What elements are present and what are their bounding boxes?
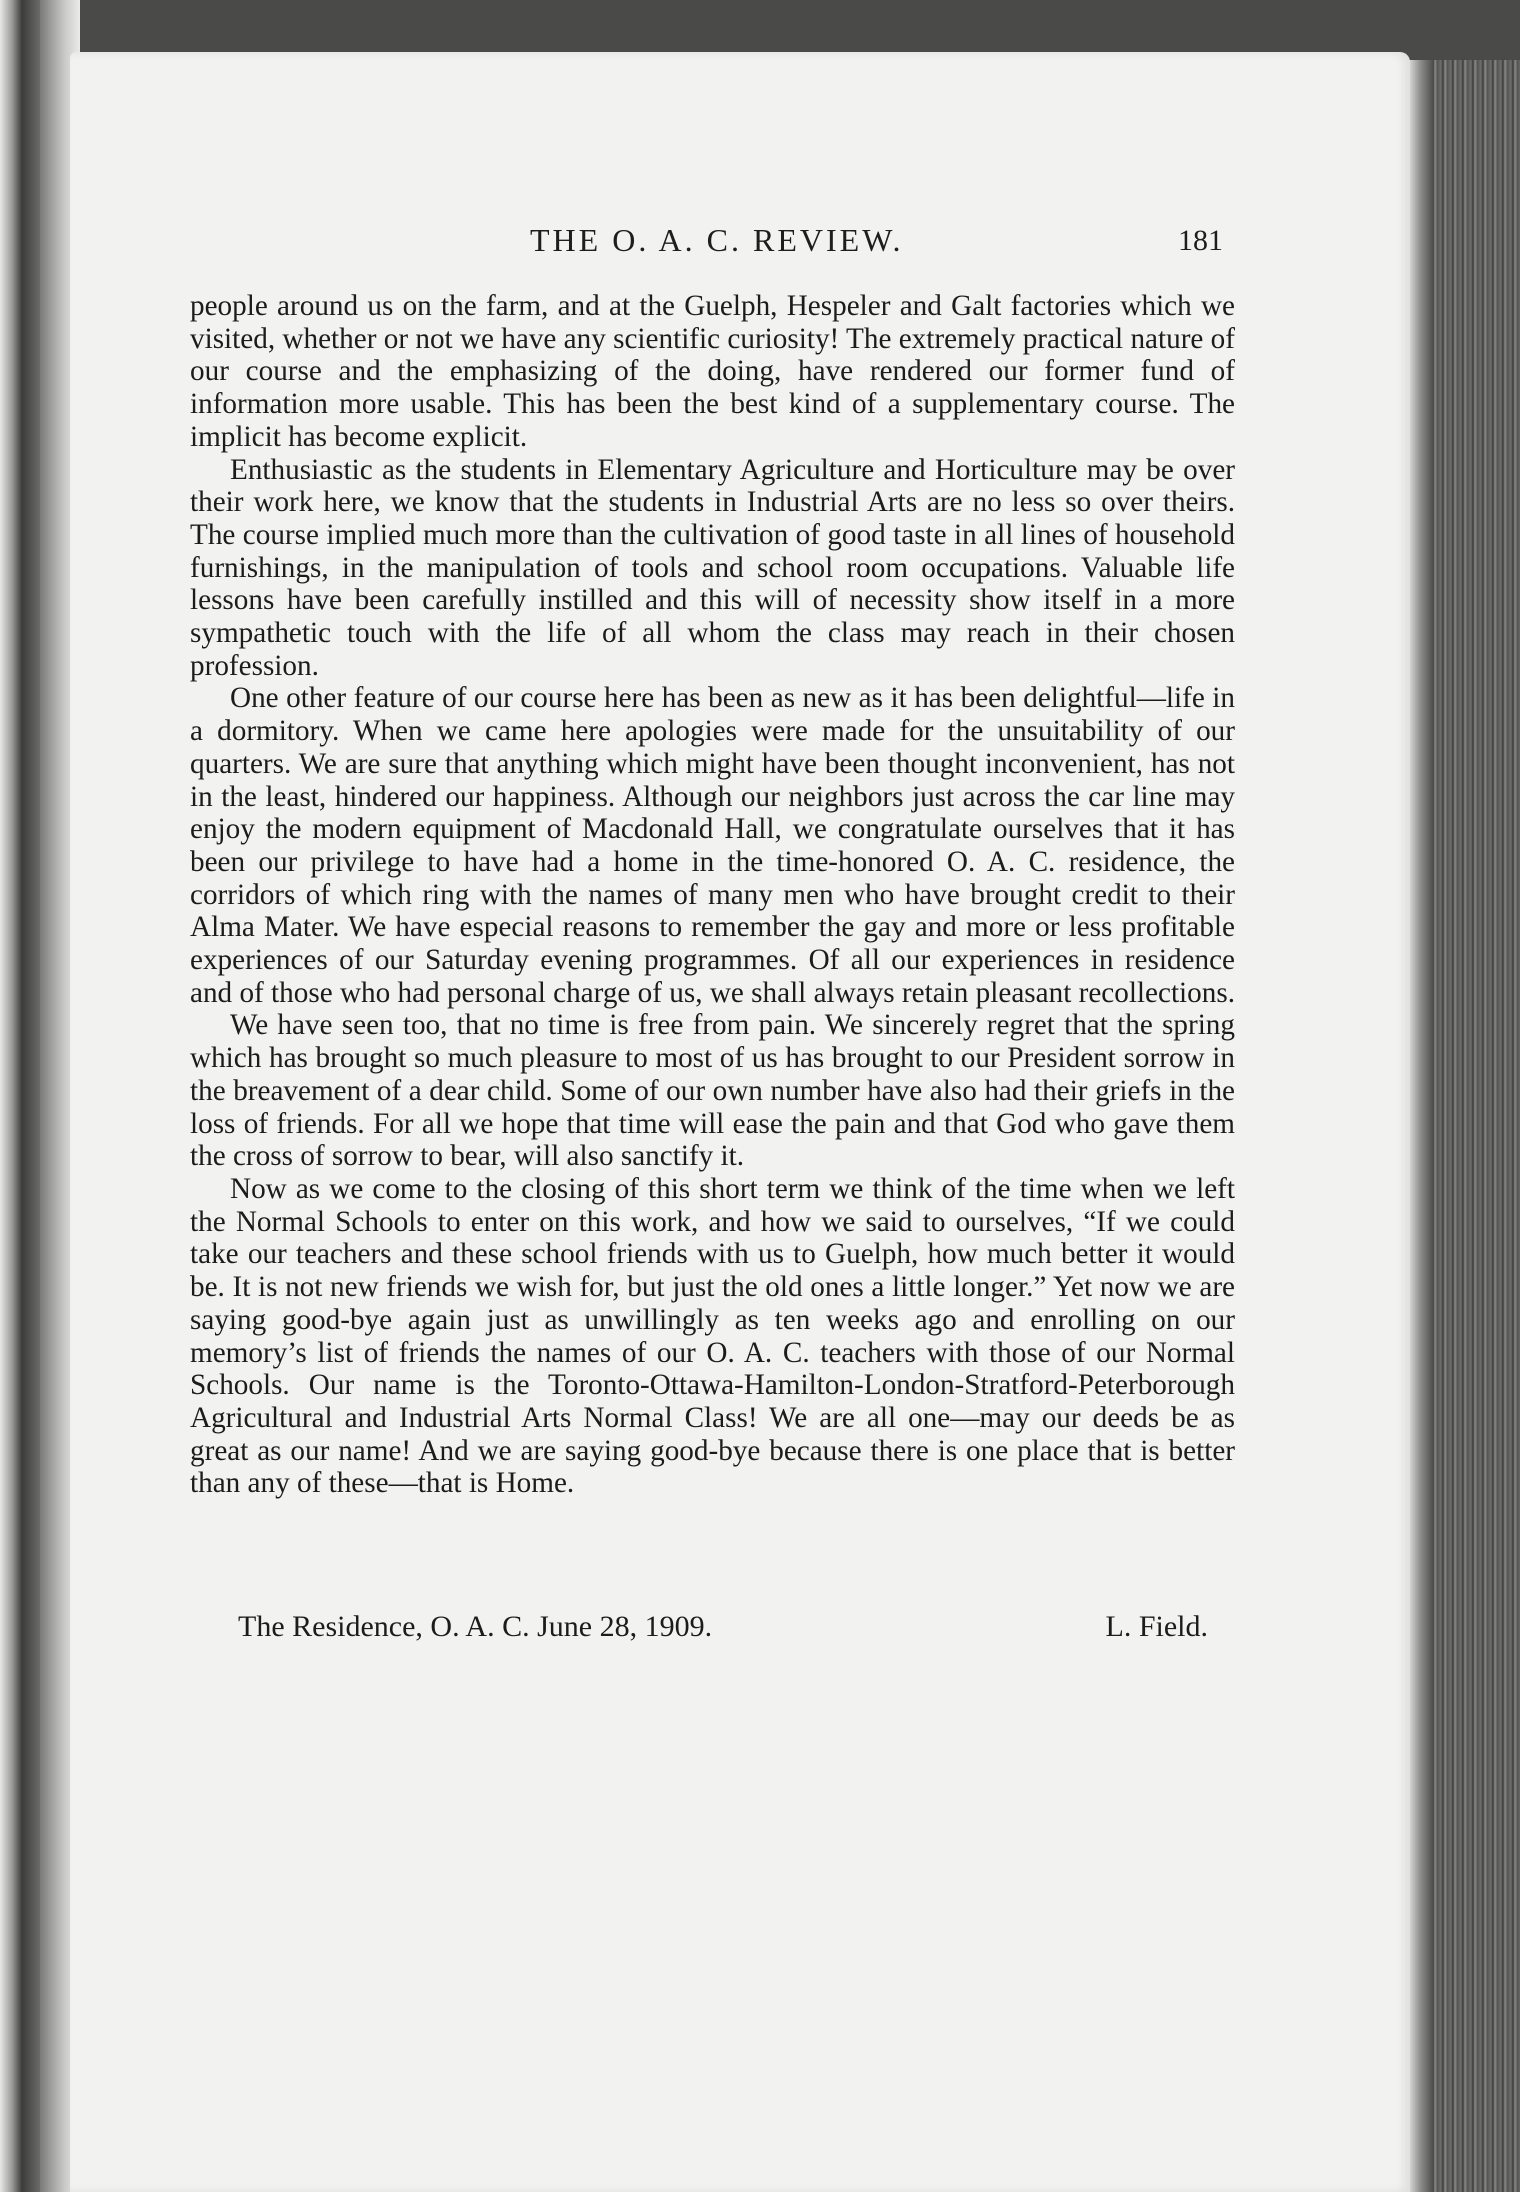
article-body (190, 290, 1235, 1500)
author-name: L. Field. (1105, 1610, 1208, 1643)
book-page (70, 52, 1410, 2192)
signoff (238, 1610, 1228, 1650)
paragraph: We have seen too, that no time is free from pain. We sincerely regret that the spring which has brought so much pleasure to most of us has brought to our President sorrow in the breavement of a dear child. Some of our own number have also had their griefs in the loss of friends. For all we hope that time will ease the pain and that God who gave them the cross of sorrow to bear, will also sanctify it. (190, 1009, 1235, 1173)
journal-title: THE O. A. C. REVIEW. (530, 222, 904, 258)
scan-left-border (0, 0, 40, 2192)
paragraph: people around us on the farm, and at the Guelph, Hespeler and Galt factories which we visited, whether or not we have any scientific curiosity! The extremely practical nature of our course and the emphasizing of the doing, have rendered our former fund of information more usable. This has been the best kind of a supplementary course. The implicit has become explicit. (190, 290, 1235, 453)
paragraph: Enthusiastic as the students in Elementary Agriculture and Horticulture may be over their work here, we know that the students in Industrial Arts are no less so over theirs. The course implied much more than the cultivation of good taste in all lines of household furnishings, in the manipulation of tools and school room occupations. Valuable life lessons have been carefully instilled and this will of necessity show itself in a more sympathetic touch with the life of all whom the class may reach in their chosen profession. (190, 453, 1235, 682)
paragraph: One other feature of our course here has been as new as it has been delightful—life in a dormitory. When we came here apologies were made for the unsuitability of our quarters. We are sure that anything which might have been thought inconvenient, has not in the least, hindered our happiness. Although our neighbors just across the car line may enjoy the modern equipment of Macdonald Hall, we congratulate ourselves that it has been our privilege to have had a home in the time-honored O. A. C. residence, the corridors of which ring with the names of many men who have brought credit to their Alma Mater. We have especial reasons to remember the gay and more or less profitable experiences of our Saturday evening programmes. Of all our experiences in residence and of those who had personal charge of us, we shall always retain pleasant recollections. (190, 682, 1236, 1009)
running-head (70, 222, 1410, 272)
page-number: 181 (1178, 224, 1223, 257)
paragraph: Now as we come to the closing of this short term we think of the time when we left the Normal Schools to enter on this work, and how we said to ourselves, “If we could take our teachers and these school friends with us to Guelph, how much better it would be. It is not new friends we wish for, but just the old ones a little longer.” Yet now we are saying good-bye again just as unwillingly as ten weeks ago and enrolling on our memory’s list of friends the names of our O. A. C. teachers with those of our Normal Schools. Our name is the Toronto-Ottawa-Hamilton-London-Stratford-Peterborough Agricultural and Industrial Arts Normal Class! We are all one—may our deeds be as great as our name! And we are saying good-bye because there is one place that is better than any of these—that is Home. (190, 1172, 1235, 1500)
place-date: The Residence, O. A. C. June 28, 1909. (238, 1610, 713, 1643)
page-edges (1408, 60, 1520, 2192)
